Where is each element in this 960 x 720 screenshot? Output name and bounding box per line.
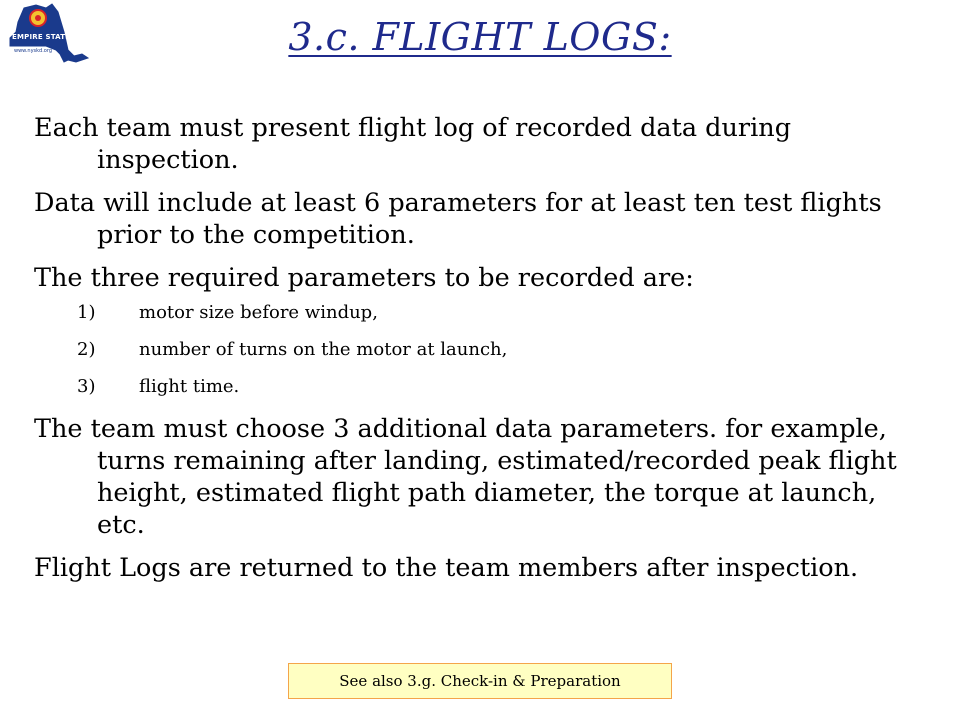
logo-text: EMPIRE STATE bbox=[12, 33, 71, 41]
paragraph-inspection: Each team must present flight log of recorded data during inspection. bbox=[34, 113, 792, 175]
slide-body bbox=[34, 112, 914, 595]
slide-title-text: 3.c. FLIGHT LOGS: bbox=[288, 15, 672, 59]
list-item-text: number of turns on the motor at launch, bbox=[139, 339, 508, 360]
list-item-number: 3) bbox=[77, 376, 96, 397]
list-item-text: flight time. bbox=[139, 376, 240, 397]
paragraph-parameters: Data will include at least 6 parameters for at least ten test flights prior to the competition. bbox=[34, 188, 882, 250]
required-parameters-list bbox=[34, 302, 914, 398]
list-item-number: 2) bbox=[77, 339, 96, 360]
paragraph-additional-parameters: The team must choose 3 additional data parameters. for example, turns remaining after landing, estimated/recorded peak flight height, estimated flight path diameter, the torque at launch, etc. bbox=[34, 414, 897, 540]
list-item bbox=[34, 376, 914, 398]
list-item-text: motor size before windup, bbox=[139, 302, 378, 323]
paragraph-required-intro: The three required parameters to be recorded are: bbox=[34, 263, 694, 293]
see-also-note: See also 3.g. Check-in & Preparation bbox=[288, 663, 672, 699]
list-item-number: 1) bbox=[77, 302, 96, 323]
paragraph-returned: Flight Logs are returned to the team members after inspection. bbox=[34, 553, 859, 583]
list-item bbox=[34, 339, 914, 361]
slide-title bbox=[0, 14, 960, 60]
list-item bbox=[34, 302, 914, 324]
logo-url: www.nyskd.org bbox=[14, 48, 52, 54]
